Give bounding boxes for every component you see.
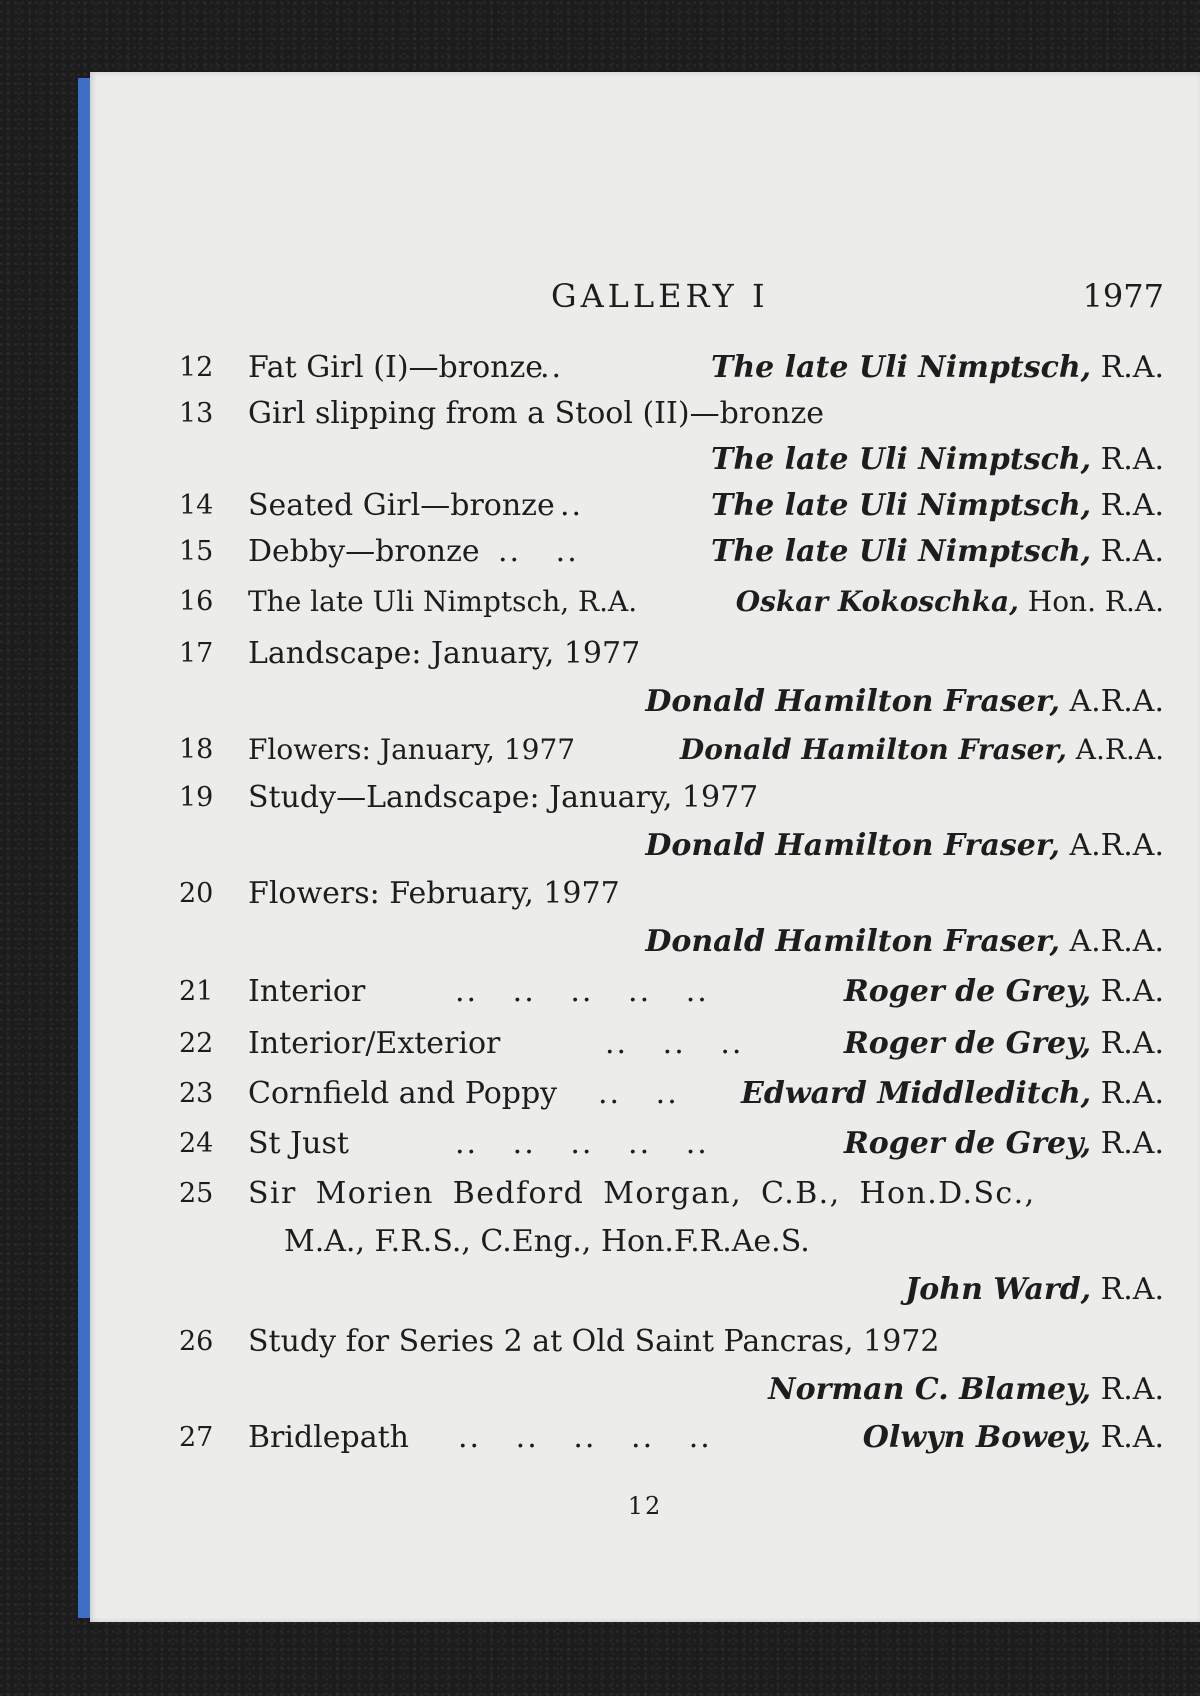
leader-dots: .. .. .. .. ..	[455, 974, 709, 1009]
item-artist	[645, 922, 1164, 962]
catalogue-line	[90, 348, 1200, 388]
artist-name: Oskar Kokoschka,	[735, 585, 1019, 618]
artist-honours: A.R.A.	[1059, 828, 1164, 863]
catalogue-line	[90, 1222, 1200, 1262]
artist-name: Donald Hamilton Fraser,	[645, 924, 1060, 959]
catalogue-line	[90, 1418, 1200, 1458]
artist-name: The late Uli Nimptsch,	[711, 442, 1092, 477]
item-number: 12	[179, 352, 214, 383]
artist-honours: R.A.	[1091, 1372, 1164, 1407]
artist-name: Norman C. Blamey,	[768, 1372, 1092, 1407]
item-number: 24	[179, 1128, 214, 1159]
catalogue-line	[90, 972, 1200, 1012]
item-title: Landscape: January, 1977	[248, 636, 641, 671]
item-number: 20	[179, 878, 214, 909]
item-title: Cornfield and Poppy	[248, 1076, 558, 1111]
catalogue-line	[90, 874, 1200, 914]
artist-name: Donald Hamilton Fraser,	[645, 828, 1060, 863]
artist-honours: Hon. R.A.	[1018, 585, 1164, 618]
artist-honours: R.A.	[1091, 350, 1164, 385]
header-year: 1977	[1082, 277, 1164, 315]
catalogue-line	[90, 778, 1200, 818]
leader-dots: ..	[560, 488, 584, 523]
artist-honours: R.A.	[1091, 1076, 1164, 1111]
item-artist	[680, 730, 1164, 770]
item-number: 13	[179, 398, 214, 429]
item-title-continued: M.A., F.R.S., C.Eng., Hon.F.R.Ae.S.	[284, 1224, 810, 1259]
item-title: Debby—bronze	[248, 534, 480, 569]
item-artist	[844, 972, 1164, 1012]
item-number: 19	[179, 782, 214, 813]
item-title: Seated Girl—bronze	[248, 488, 555, 523]
catalogue-line	[90, 1074, 1200, 1114]
leader-dots: .. .. .. .. ..	[455, 1126, 709, 1161]
item-title: Sir Morien Bedford Morgan, C.B., Hon.D.Sc.,	[248, 1176, 1036, 1211]
item-title: The late Uli Nimptsch, R.A.	[248, 585, 638, 618]
artist-honours: A.R.A.	[1059, 924, 1164, 959]
artist-name: Roger de Grey,	[843, 1126, 1092, 1161]
item-artist	[645, 826, 1164, 866]
artist-name: Olwyn Bowey,	[862, 1420, 1092, 1455]
item-artist	[863, 1418, 1164, 1458]
item-title: St Just	[248, 1126, 349, 1161]
artist-honours: R.A.	[1091, 1272, 1164, 1307]
item-number: 15	[179, 536, 214, 567]
artist-name: John Ward,	[905, 1272, 1092, 1307]
artist-honours: R.A.	[1091, 534, 1164, 569]
item-artist	[905, 1270, 1164, 1310]
artist-honours: R.A.	[1091, 1126, 1164, 1161]
artist-name: The late Uli Nimptsch,	[711, 488, 1092, 523]
item-number: 16	[179, 586, 214, 617]
catalogue-line	[90, 532, 1200, 572]
artist-name: Roger de Grey,	[843, 974, 1092, 1009]
artist-name: Edward Middleditch,	[740, 1076, 1092, 1111]
catalogue-line	[90, 1174, 1200, 1214]
catalogue-line	[90, 634, 1200, 674]
item-title: Bridlepath	[248, 1420, 410, 1455]
catalogue-list	[90, 72, 1200, 1622]
item-artist	[711, 532, 1164, 572]
catalogue-line	[90, 440, 1200, 480]
artist-name: Donald Hamilton Fraser,	[679, 733, 1067, 766]
item-title: Study—Landscape: January, 1977	[248, 780, 759, 815]
artist-honours: R.A.	[1091, 1420, 1164, 1455]
catalogue-line	[90, 1270, 1200, 1310]
leader-dots: .. .. .. .. ..	[458, 1420, 712, 1455]
catalogue-line	[90, 922, 1200, 962]
leader-dots: .. .. ..	[605, 1026, 744, 1061]
catalogue-line	[90, 682, 1200, 722]
item-number: 27	[179, 1422, 214, 1453]
item-title: Interior/Exterior	[248, 1026, 501, 1061]
catalogue-page	[90, 72, 1200, 1622]
item-artist	[768, 1370, 1164, 1410]
item-artist	[645, 682, 1164, 722]
item-artist	[711, 486, 1164, 526]
item-number: 26	[179, 1326, 214, 1357]
item-artist	[844, 1124, 1164, 1164]
item-title: Interior	[248, 974, 366, 1009]
artist-name: Roger de Grey,	[843, 1026, 1092, 1061]
item-number: 22	[179, 1028, 214, 1059]
artist-honours: R.A.	[1091, 1026, 1164, 1061]
page-number: 12	[627, 1492, 663, 1520]
catalogue-line	[90, 730, 1200, 770]
item-artist	[844, 1024, 1164, 1064]
artist-honours: R.A.	[1091, 442, 1164, 477]
leader-dots: .. ..	[598, 1076, 679, 1111]
item-title: Flowers: January, 1977	[248, 733, 576, 766]
item-number: 25	[179, 1178, 214, 1209]
artist-name: The late Uli Nimptsch,	[711, 350, 1092, 385]
leader-dots: ..	[540, 350, 564, 385]
item-number: 23	[179, 1078, 214, 1109]
item-artist	[736, 582, 1164, 622]
catalogue-line	[90, 1124, 1200, 1164]
item-title: Flowers: February, 1977	[248, 876, 620, 911]
item-title: Girl slipping from a Stool (II)—bronze	[248, 396, 825, 431]
item-number: 18	[179, 734, 214, 765]
item-artist	[711, 348, 1164, 388]
artist-honours: R.A.	[1091, 974, 1164, 1009]
artist-honours: R.A.	[1091, 488, 1164, 523]
catalogue-line	[90, 1024, 1200, 1064]
artist-honours: A.R.A.	[1066, 733, 1164, 766]
item-title: Study for Series 2 at Old Saint Pancras, 1972	[248, 1324, 940, 1359]
leader-dots: .. ..	[498, 534, 579, 569]
catalogue-line	[90, 394, 1200, 434]
catalogue-line	[90, 582, 1200, 622]
artist-name: Donald Hamilton Fraser,	[645, 684, 1060, 719]
catalogue-line	[90, 1322, 1200, 1362]
artist-honours: A.R.A.	[1059, 684, 1164, 719]
item-number: 21	[179, 976, 214, 1007]
item-number: 14	[179, 490, 214, 521]
item-number: 17	[179, 638, 214, 669]
item-artist	[711, 440, 1164, 480]
catalogue-line	[90, 826, 1200, 866]
gallery-title: GALLERY I	[551, 277, 769, 315]
item-title: Fat Girl (I)—bronze	[248, 350, 544, 385]
item-artist	[741, 1074, 1164, 1114]
catalogue-line	[90, 486, 1200, 526]
artist-name: The late Uli Nimptsch,	[711, 534, 1092, 569]
catalogue-line	[90, 1370, 1200, 1410]
